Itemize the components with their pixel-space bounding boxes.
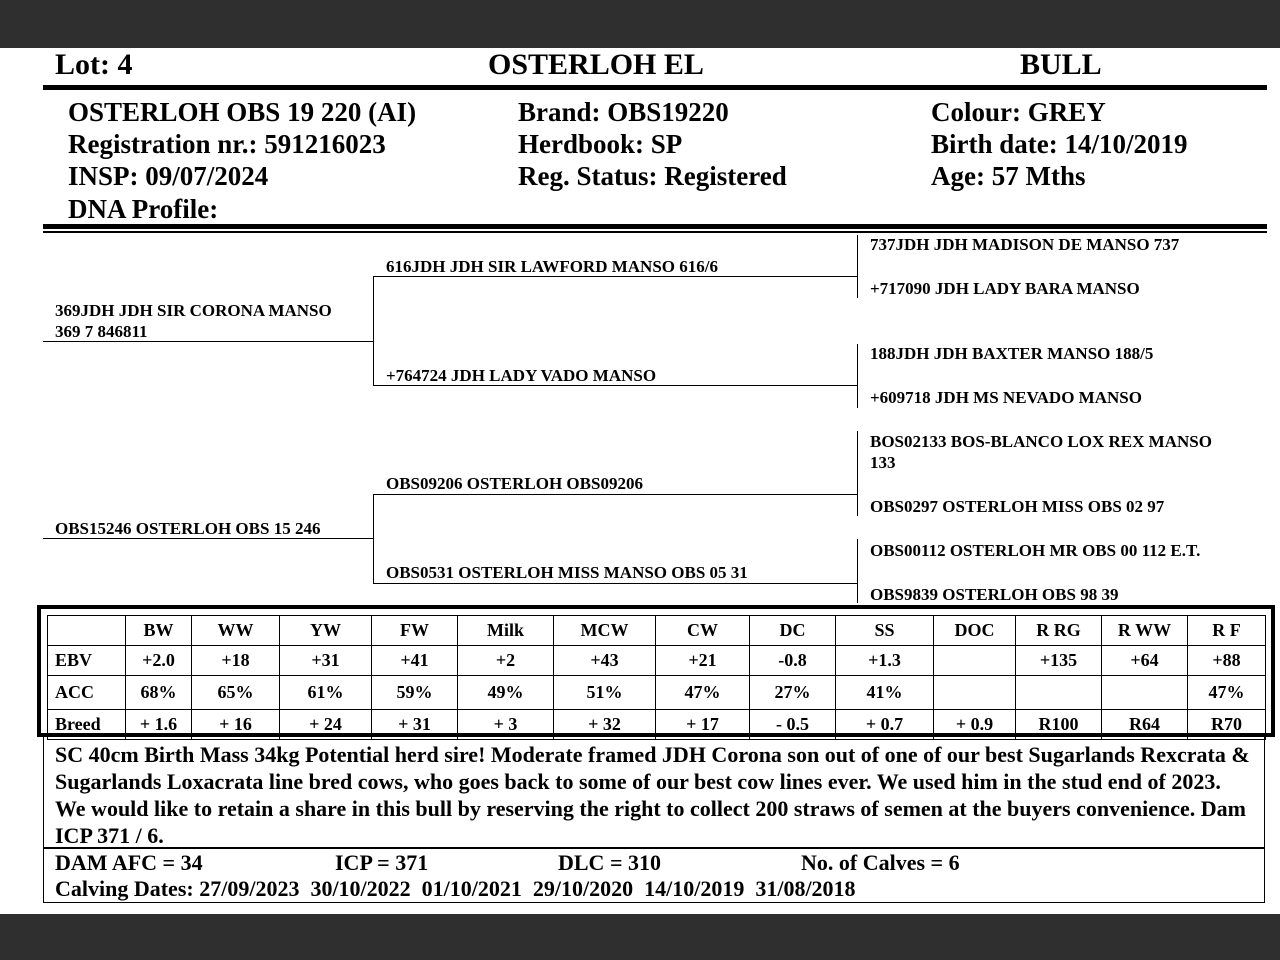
ebv-col-header: R RG: [1016, 616, 1102, 646]
ebv-col-header: R WW: [1102, 616, 1188, 646]
acc-cell: 68%: [126, 676, 192, 710]
ebv-row: [48, 646, 1266, 676]
age: Age: 57 Mths: [931, 161, 1086, 191]
ebv-cell: +2.0: [126, 646, 192, 676]
ebv-cell: +43: [554, 646, 656, 676]
pedigree-sire-dam: +764724 JDH LADY VADO MANSO: [386, 366, 657, 385]
acc-cell: [1102, 676, 1188, 710]
acc-cell: 61%: [280, 676, 372, 710]
gg-bracket-3: [857, 431, 858, 516]
ebv-col-header: SS: [836, 616, 934, 646]
breed-row: [48, 710, 1266, 740]
sire-dam-line: [373, 385, 857, 386]
ebv-col-header: YW: [280, 616, 372, 646]
gg-bracket-1: [857, 235, 858, 298]
ebv-col-header: DOC: [934, 616, 1016, 646]
breed-cell: + 3: [458, 710, 554, 740]
colour: Colour: GREY: [931, 97, 1106, 127]
animal-name: OSTERLOH OBS 19 220 (AI): [68, 97, 417, 127]
pedigree-sire: 369JDH JDH SIR CORONA MANSO 369 7 846811: [55, 301, 332, 341]
ebv-cell: +1.3: [836, 646, 934, 676]
brand: Brand: OBS19220: [518, 97, 729, 127]
ebv-cell: +64: [1102, 646, 1188, 676]
ebv-col-header: DC: [750, 616, 836, 646]
breed-cell: + 31: [372, 710, 458, 740]
acc-cell: 59%: [372, 676, 458, 710]
dam-dlc: DLC = 310: [558, 850, 661, 875]
ebv-cell: -0.8: [750, 646, 836, 676]
ebv-cell: +135: [1016, 646, 1102, 676]
inspection-date: INSP: 09/07/2024: [68, 161, 269, 191]
ebv-col-header: WW: [192, 616, 280, 646]
ebv-cell: +41: [372, 646, 458, 676]
acc-cell: 27%: [750, 676, 836, 710]
pedigree-gg-1: 737JDH JDH MADISON DE MANSO 737: [870, 235, 1180, 254]
birth-date: Birth date: 14/10/2019: [931, 129, 1188, 159]
lot-number: Lot: 4: [55, 48, 133, 81]
acc-row-label: ACC: [48, 676, 126, 710]
breed-cell: + 17: [656, 710, 750, 740]
breed-cell: + 16: [192, 710, 280, 740]
ebv-cell: +2: [458, 646, 554, 676]
sire-sire-line: [373, 276, 857, 277]
acc-cell: 65%: [192, 676, 280, 710]
gg-bracket-2: [857, 344, 858, 408]
animal-type: BULL: [1020, 48, 1102, 81]
dam-calves: No. of Calves = 6: [801, 850, 960, 875]
acc-cell: [934, 676, 1016, 710]
pedigree-sire-sire: 616JDH JDH SIR LAWFORD MANSO 616/6: [386, 257, 718, 276]
ebv-cell: +88: [1188, 646, 1266, 676]
breed-row-label: Breed: [48, 710, 126, 740]
dam-afc: DAM AFC = 34: [55, 850, 203, 875]
breed-cell: R100: [1016, 710, 1102, 740]
ebv-cell: +21: [656, 646, 750, 676]
ebv-cell: +31: [280, 646, 372, 676]
breed-cell: R64: [1102, 710, 1188, 740]
pedigree-gg-4: +609718 JDH MS NEVADO MANSO: [870, 388, 1142, 407]
pedigree-dam-dam: OBS0531 OSTERLOH MISS MANSO OBS 05 31: [386, 563, 748, 582]
pedigree-gg-5: BOS02133 BOS-BLANCO LOX REX MANSO 133: [870, 432, 1212, 472]
breed-cell: + 24: [280, 710, 372, 740]
pedigree-gg-8: OBS9839 OSTERLOH OBS 98 39: [870, 585, 1119, 604]
sire-line: [43, 341, 373, 342]
ebv-header-row: [48, 616, 1266, 646]
herdbook: Herdbook: SP: [518, 129, 683, 159]
ebv-row-label: EBV: [48, 646, 126, 676]
gg-bracket-4: [857, 539, 858, 603]
calving-dates: Calving Dates: 27/09/2023 30/10/2022 01/10/2021 29/10/2020 14/10/2019 31/08/2018: [55, 876, 856, 901]
ebv-cell: +18: [192, 646, 280, 676]
ebv-col-header: R F: [1188, 616, 1266, 646]
acc-cell: 41%: [836, 676, 934, 710]
breed-cell: - 0.5: [750, 710, 836, 740]
info-rule-thin: [43, 231, 1267, 233]
ebv-col-header: BW: [126, 616, 192, 646]
breed-cell: + 0.9: [934, 710, 1016, 740]
pedigree-gg-3: 188JDH JDH BAXTER MANSO 188/5: [870, 344, 1154, 363]
info-rule-thick: [43, 224, 1267, 229]
acc-cell: 49%: [458, 676, 554, 710]
remarks-text: SC 40cm Birth Mass 34kg Potential herd sire! Moderate framed JDH Corona son out of one of our best Sugarlands Rexcrata & Sugarlands Loxacrata line bred cows, who goes back to some of our best cow lines ever. We used him in the stud end of 2023. We would like to retain a share in this bull by reserving the right to collect 200 straws of semen at the buyers convenience. Dam ICP 371 / 6.: [55, 742, 1250, 848]
animal-title: OSTERLOH EL: [488, 48, 704, 81]
ebv-table: [47, 615, 1266, 740]
pedigree-gg-7: OBS00112 OSTERLOH MR OBS 00 112 E.T.: [870, 541, 1201, 560]
ebv-col-header: [48, 616, 126, 646]
pedigree-dam: OBS15246 OSTERLOH OBS 15 246: [55, 519, 321, 538]
ebv-col-header: FW: [372, 616, 458, 646]
dna-profile: DNA Profile:: [68, 194, 219, 224]
pedigree-dam-sire: OBS09206 OSTERLOH OBS09206: [386, 474, 643, 493]
dam-bracket: [373, 494, 374, 584]
breed-cell: + 32: [554, 710, 656, 740]
ebv-col-header: Milk: [458, 616, 554, 646]
breed-cell: + 0.7: [836, 710, 934, 740]
reg-status: Reg. Status: Registered: [518, 161, 787, 191]
sire-bracket: [373, 276, 374, 386]
ebv-col-header: CW: [656, 616, 750, 646]
pedigree-gg-6: OBS0297 OSTERLOH MISS OBS 02 97: [870, 497, 1165, 516]
dam-line: [43, 538, 373, 539]
breed-cell: R70: [1188, 710, 1266, 740]
registration-number: Registration nr.: 591216023: [68, 129, 386, 159]
acc-row: [48, 676, 1266, 710]
dam-sire-line: [373, 494, 857, 495]
dam-icp: ICP = 371: [335, 850, 429, 875]
dam-dam-line: [373, 583, 857, 584]
acc-cell: [1016, 676, 1102, 710]
acc-cell: 47%: [656, 676, 750, 710]
acc-cell: 51%: [554, 676, 656, 710]
acc-cell: 47%: [1188, 676, 1266, 710]
breed-cell: + 1.6: [126, 710, 192, 740]
header-rule: [43, 85, 1267, 90]
pedigree-gg-2: +717090 JDH LADY BARA MANSO: [870, 279, 1140, 298]
ebv-cell: [934, 646, 1016, 676]
lot-page: [0, 48, 1280, 914]
ebv-col-header: MCW: [554, 616, 656, 646]
